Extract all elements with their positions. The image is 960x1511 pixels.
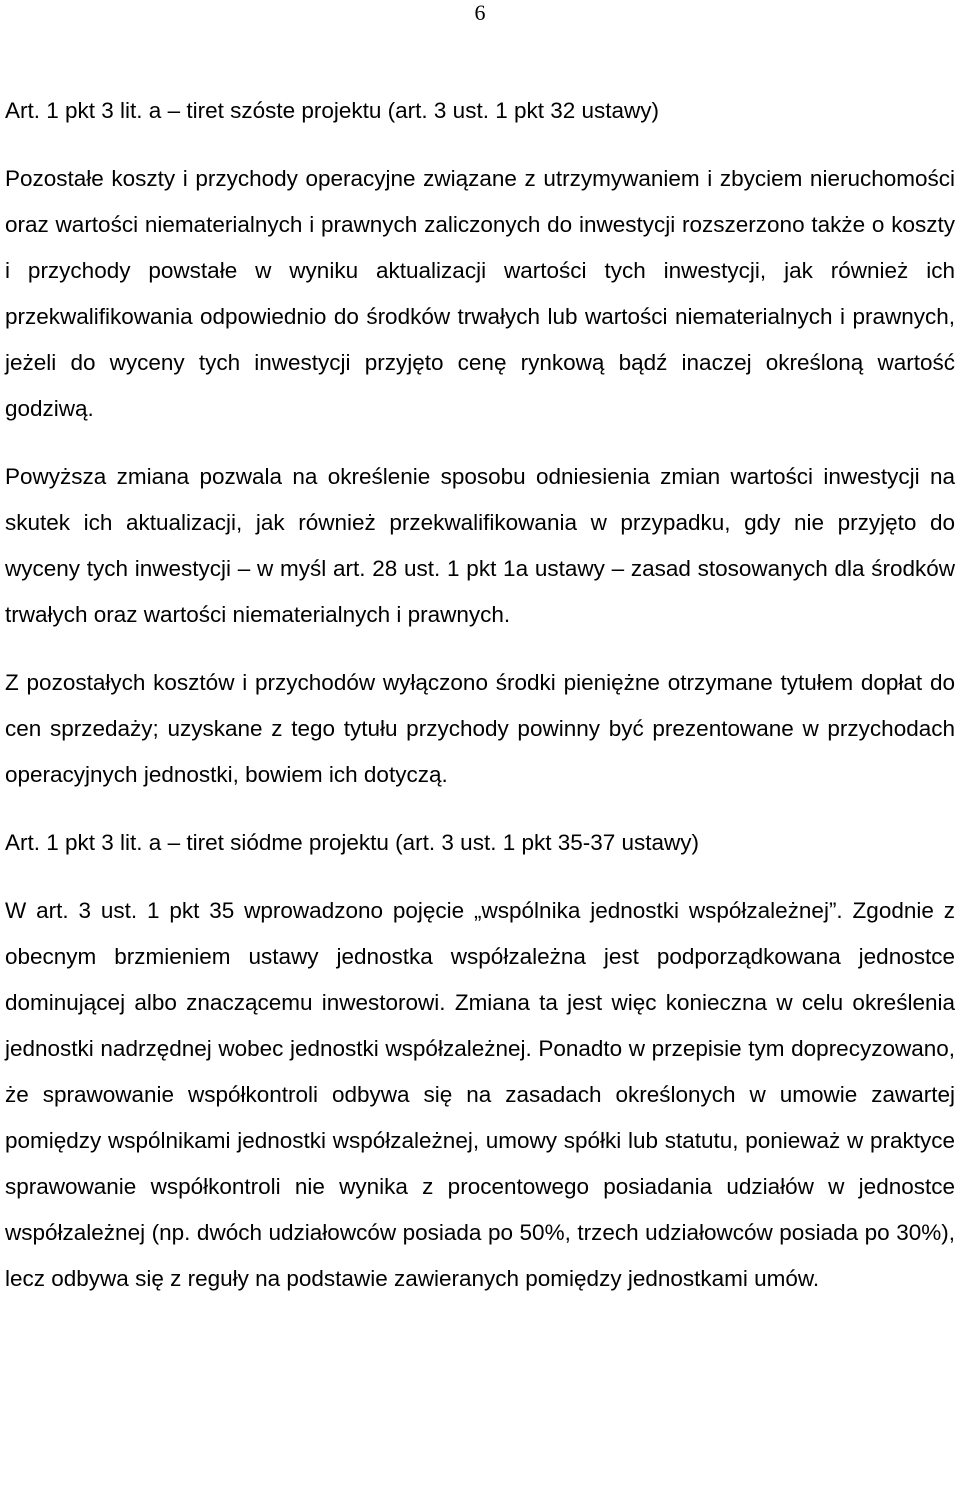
document-body <box>5 88 955 1302</box>
page-number: 6 <box>474 0 486 25</box>
section-heading-tiret-6: Art. 1 pkt 3 lit. a – tiret szóste projektu (art. 3 ust. 1 pkt 32 ustawy) <box>5 98 660 123</box>
paragraph-excluded-funds: Z pozostałych kosztów i przychodów wyłączono środki pieniężne otrzymane tytułem dopłat do cen sprzedaży; uzyskane z tego tytułu przychody powinny być prezentowane w przychodach operacyjnych jednostki, bowiem ich dotyczą. <box>5 670 955 787</box>
section-heading-tiret-7: Art. 1 pkt 3 lit. a – tiret siódme projektu (art. 3 ust. 1 pkt 35-37 ustawy) <box>5 830 700 855</box>
paragraph-change-explanation: Powyższa zmiana pozwala na określenie sposobu odniesienia zmian wartości inwestycji na skutek ich aktualizacji, jak również przekwalifikowania w przypadku, gdy nie przyjęto do wyceny tych inwestycji – w myśl art. 28 ust. 1 pkt 1a ustawy – zasad stosowanych dla środków trwałych oraz wartości niematerialnych i prawnych. <box>5 464 955 627</box>
paragraph-other-costs: Pozostałe koszty i przychody operacyjne związane z utrzymywaniem i zbyciem nieruchomości oraz wartości niematerialnych i prawnych zaliczonych do inwestycji rozszerzono także o koszty i przychody powstałe w wyniku aktualizacji wartości tych inwestycji, jak również ich przekwalifikowania odpowiednio do środków trwałych lub wartości niematerialnych i prawnych, jeżeli do wyceny tych inwestycji przyjęto cenę rynkową bądź inaczej określoną wartość godziwą. <box>5 166 955 421</box>
paragraph-joint-venture-partner: W art. 3 ust. 1 pkt 35 wprowadzono pojęcie „wspólnika jednostki współzależnej”. Zgodnie z obecnym brzmieniem ustawy jednostka współzależna jest podporządkowana jednostce dominującej albo znaczącemu inwestorowi. Zmiana ta jest więc konieczna w celu określenia jednostki nadrzędnej wobec jednostki współzależnej. Ponadto w przepisie tym doprecyzowano, że sprawowanie współkontroli odbywa się na zasadach określonych w umowie zawartej pomiędzy wspólnikami jednostki współzależnej, umowy spółki lub statutu, ponieważ w praktyce sprawowanie współkontroli nie wynika z procentowego posiadania udziałów w jednostce współzależnej (np. dwóch udziałowców posiada po 50%, trzech udziałowców posiada po 30%), lecz odbywa się z reguły na podstawie zawieranych pomiędzy jednostkami umów. <box>5 898 955 1291</box>
